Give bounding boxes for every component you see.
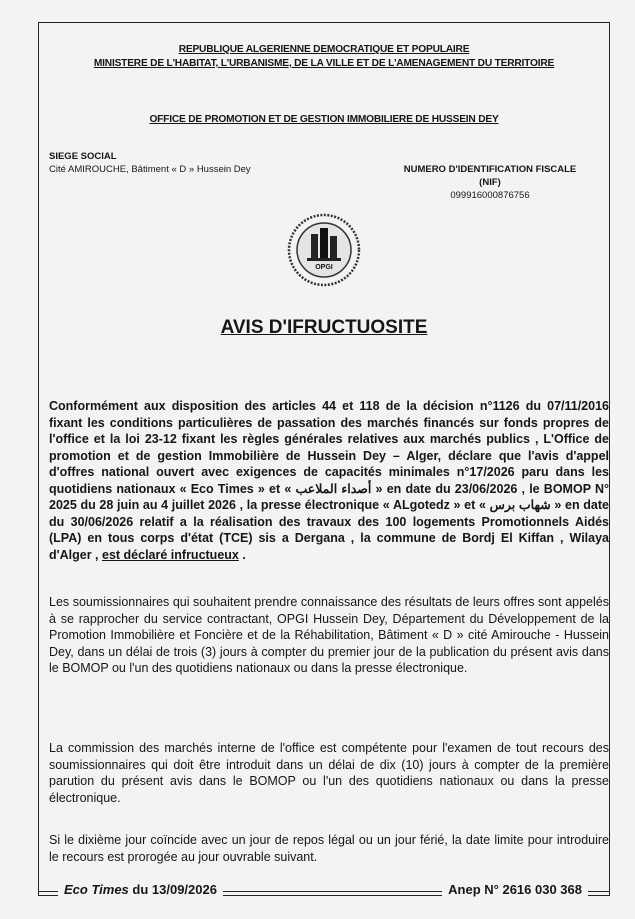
logo-text: OPGI — [315, 264, 333, 271]
office-heading: OFFICE DE PROMOTION ET DE GESTION IMMOBILIERE DE HUSSEIN DEY — [149, 114, 499, 125]
footer-publication — [58, 882, 223, 897]
paragraph-bidders: Les soumissionnaires qui souhaitent prendre connaissance des résultats de leurs offres sont appelés à se rapprocher du service contractant, OPGI Hussein Dey, Département du Développement de la Promotion Immobilière et Foncière et de la Réhabilitation, Bâtiment « D » cité Amirouche - Hussein Dey, dans un délai de trois (3) jours à compter du premier jour de la publication du présent avis dans le BOMOP ou l'un des quotidiens nationaux ou dans la presse électronique. — [49, 595, 609, 675]
declared-unsuccessful: est déclaré infructueux — [102, 547, 239, 562]
nif-block — [395, 163, 585, 202]
opgi-logo — [287, 213, 361, 287]
siege-label: SIEGE SOCIAL — [49, 151, 117, 162]
paragraph-declaration-end: . — [238, 547, 246, 562]
footer-date: du 13/09/2026 — [128, 882, 217, 897]
ministry-heading: MINISTERE DE L'HABITAT, L'URBANISME, DE LA VILLE ET DE L'AMENAGEMENT DU TERRITOIRE — [93, 58, 555, 69]
footer-anep: Anep N° 2616 030 368 — [442, 882, 588, 897]
nif-abbr: (NIF) — [479, 177, 501, 188]
notice-title: AVIS D'IFRUCTUOSITE — [220, 317, 428, 338]
footer-newspaper: Eco Times — [64, 882, 129, 897]
paragraph-declaration-text: Conformément aux disposition des articles 44 et 118 de la décision n°1126 du 07/11/2016 fixant les conditions particulières de passation des marchés financés sur fonds propres de l'office et la loi 23-12 fixant les règles générales relatives aux marchés publics , L'Office de promotion et de gestion Immobilière de Hussein Dey – Alger, déclare que l'avis d'appel d'offres national ouvert avec exigences de capacités minimales n°17/2026 paru dans les quotidiens nationaux « Eco Times » et « أصداء الملاعب » en date du 23/06/2026 , le BOMOP N° 2025 du 28 juin au 4 juillet 2026 , la presse électronique « ALgotedz » et « شهاب برس » en date du 30/06/2026 relatif a la réalisation des travaux des 100 logements Promotionnels Aidés (LPA) en tous corps d'état (TCE) sis a Dergana , la commune de Bordj El Kiffan , Wilaya d'Alger , — [49, 399, 610, 562]
siege-social-block — [49, 150, 251, 176]
republic-heading: REPUBLIQUE ALGERIENNE DEMOCRATIQUE ET POPULAIRE — [178, 44, 470, 55]
footer — [38, 882, 610, 902]
nif-number: 099916000876756 — [450, 190, 530, 201]
paragraph-deadline: Si le dixième jour coïncide avec un jour de repos légal ou un jour férié, la date limite pour introduire le recours est prorogée au jour ouvrable suivant. — [49, 833, 609, 864]
paragraph-declaration — [49, 398, 609, 563]
nif-label: NUMERO D'IDENTIFICATION FISCALE — [403, 164, 577, 175]
paragraph-appeals: La commission des marchés interne de l'office est compétente pour l'examen de tout recours des soumissionnaires qui doit être introduit dans un délai de dix (10) jours à compter de la première parution du présent avis dans le BOMOP ou l'un des quotidiens nationaux ou dans la presse électronique. — [49, 741, 609, 805]
siege-address: Cité AMIROUCHE, Bâtiment « D » Hussein Dey — [49, 164, 251, 175]
